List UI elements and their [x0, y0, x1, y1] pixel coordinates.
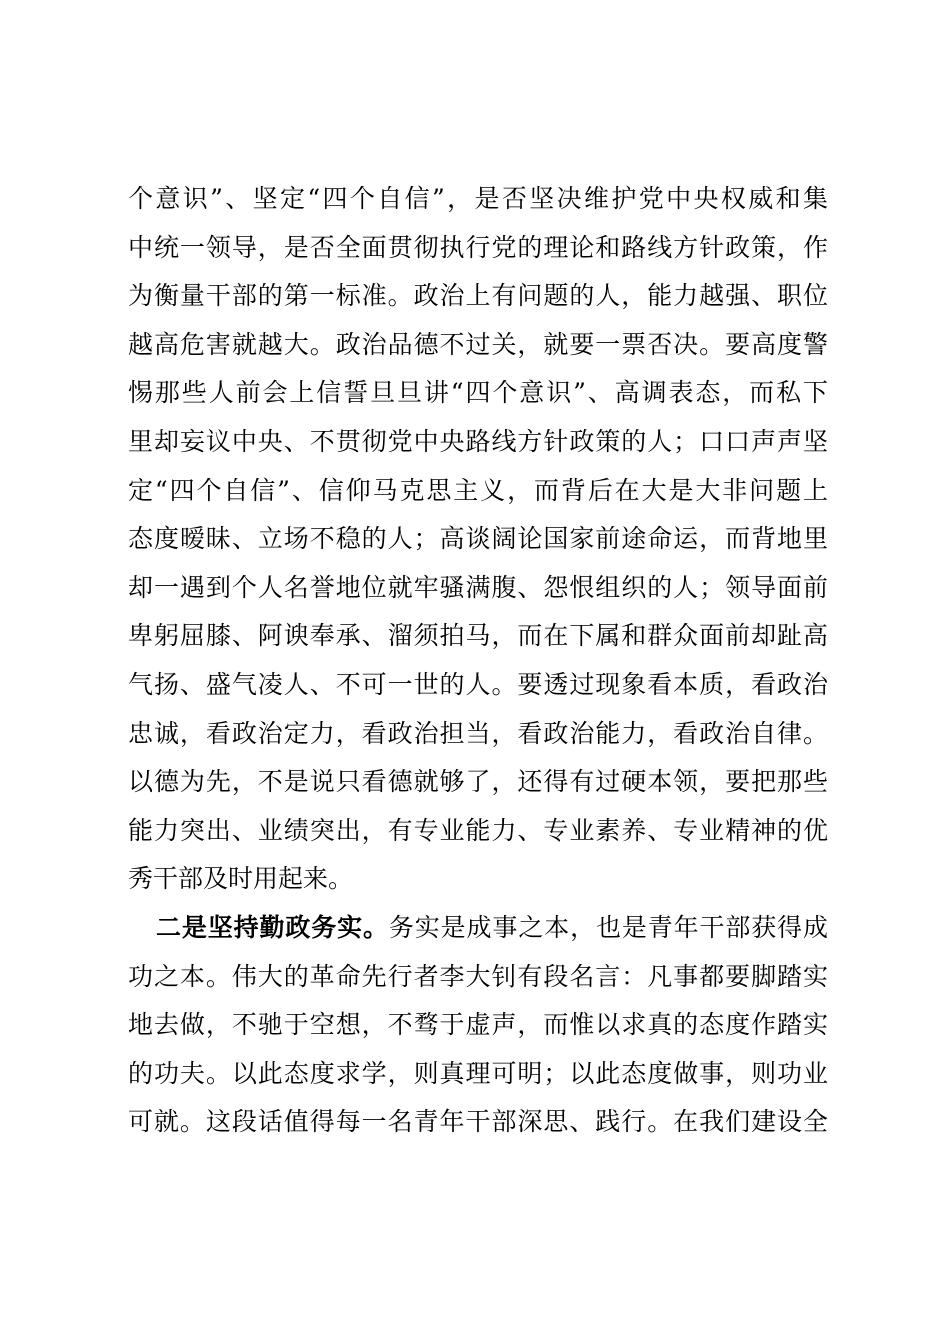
paragraph-1 — [128, 175, 828, 904]
text-line: 地去做，不驰于空想，不骛于虚声，而惟以求真的态度作踏实 — [128, 1010, 828, 1040]
text-line: 个意识”、坚定“四个自信”，是否坚决维护党中央权威和集 — [128, 184, 828, 213]
text-line: 能力突出、业绩突出，有专业能力、专业素养、专业精神的优 — [128, 815, 828, 845]
paragraph-2 — [128, 904, 828, 1147]
text-line — [128, 904, 828, 953]
text-line: 以德为先，不是说只看德就够了，还得有过硬本领，要把那些 — [128, 767, 828, 797]
text-line: 功之本。伟大的革命先行者李大钊有段名言：凡事都要脚踏实 — [128, 961, 828, 991]
heading-line-rest: 务实是成事之本，也是青年干部获得成 — [388, 912, 828, 942]
text-line: 定“四个自信”、信仰马克思主义，而背后在大是大非问题上 — [128, 475, 828, 505]
text-line: 态度暧昧、立场不稳的人；高谈阔论国家前途命运，而背地里 — [128, 524, 828, 554]
text-line: 气扬、盛气凌人、不可一世的人。要透过现象看本质，看政治 — [128, 669, 828, 699]
text-line: 中统一领导，是否全面贯彻执行党的理论和路线方针政策，作 — [128, 232, 828, 262]
text-line: 越高危害就越大。政治品德不过关，就要一票否决。要高度警 — [128, 329, 828, 359]
text-line: 忠诚，看政治定力，看政治担当，看政治能力，看政治自律。 — [128, 718, 828, 748]
paragraph-heading: 二是坚持勤政务实。 — [156, 912, 389, 942]
text-line: 的功夫。以此态度求学，则真理可明；以此态度做事，则功业 — [128, 1058, 828, 1088]
text-line: 秀干部及时用起来。 — [128, 864, 354, 894]
text-line: 为衡量干部的第一标准。政治上有问题的人，能力越强、职位 — [128, 281, 828, 311]
text-line: 却一遇到个人名誉地位就牢骚满腹、怨恨组织的人；领导面前 — [128, 572, 828, 602]
text-line: 里却妄议中央、不贯彻党中央路线方针政策的人；口口声声坚 — [128, 426, 828, 456]
text-line: 可就。这段话值得每一名青年干部深思、践行。在我们建设全 — [128, 1107, 828, 1137]
document-body — [128, 175, 828, 1147]
text-line: 卑躬屈膝、阿谀奉承、溜须拍马，而在下属和群众面前却趾高 — [128, 621, 828, 651]
text-line: 惕那些人前会上信誓旦旦讲“四个意识”、高调表态，而私下 — [128, 378, 828, 408]
